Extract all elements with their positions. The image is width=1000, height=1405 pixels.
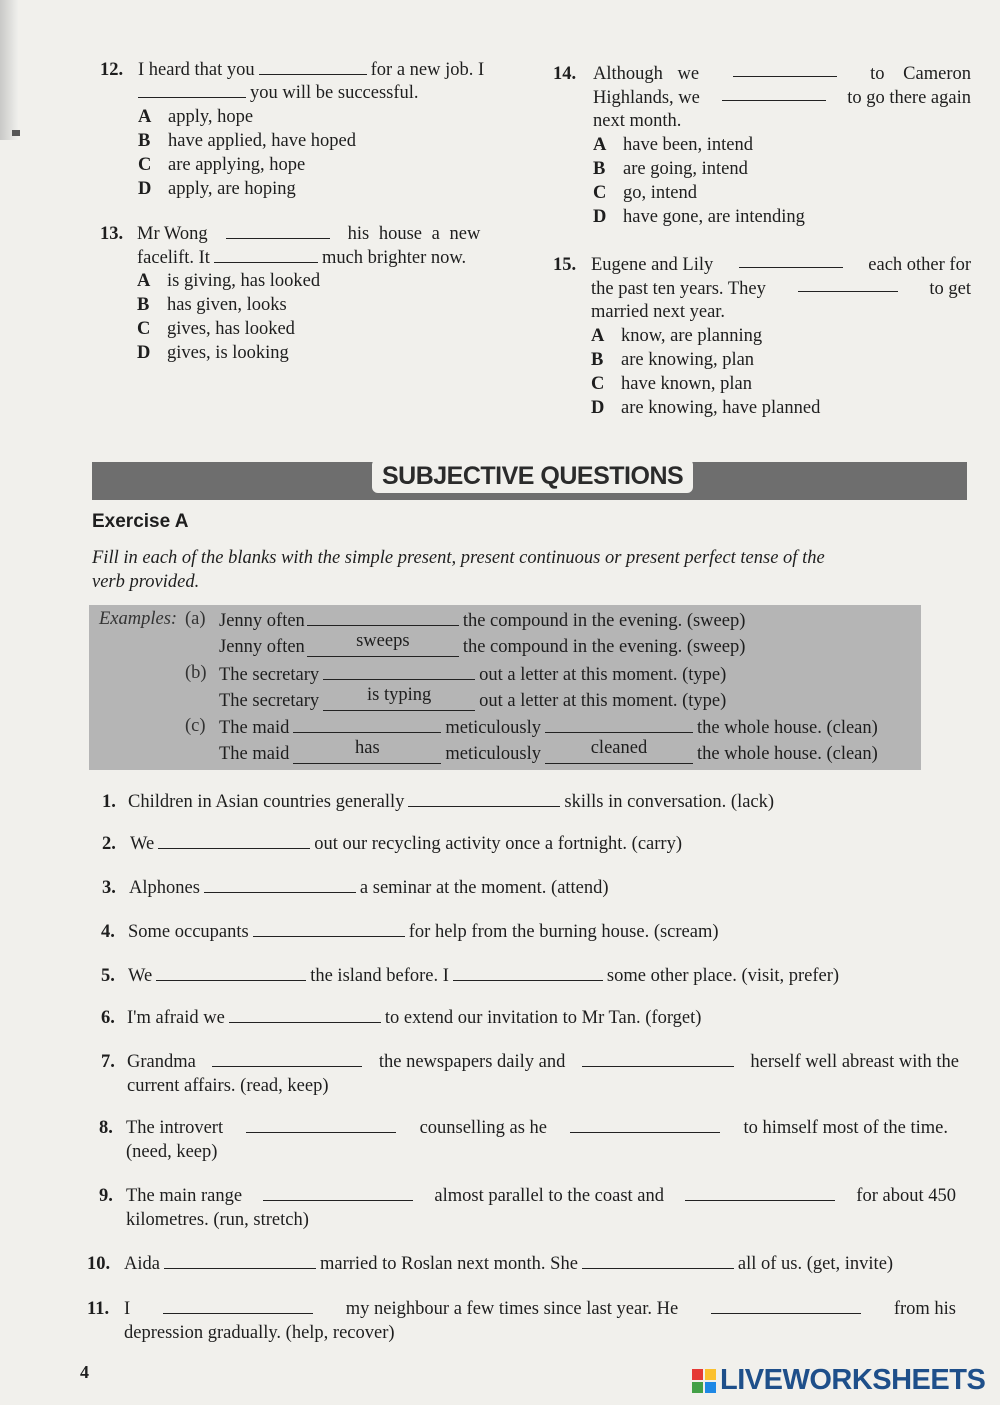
edge-mark	[12, 130, 20, 136]
subjective-question-8: 8. The introvert counselling as he to himself most of the time. (need, keep)	[99, 1118, 948, 1162]
mcq-question-13	[100, 222, 530, 372]
example-b2: The secretary is typing out a letter at this moment. (type)	[219, 685, 727, 711]
question-number: 5.	[101, 966, 115, 986]
exercise-title: Exercise A	[92, 511, 189, 532]
page-edge-shadow	[0, 0, 18, 140]
answer-blank[interactable]	[259, 60, 367, 75]
example-a1: Jenny often the compound in the evening. (sweep)	[219, 611, 746, 631]
answer-blank[interactable]	[253, 922, 405, 937]
liveworksheets-logo[interactable]	[692, 1364, 985, 1397]
question-number: 9.	[99, 1186, 113, 1206]
question-text: married next year.	[591, 302, 726, 322]
question-text: each other for	[868, 255, 971, 275]
question-number: 3.	[102, 878, 116, 898]
option-a[interactable]: A know, are planning	[591, 326, 763, 346]
option-d[interactable]: D gives, is looking	[137, 343, 289, 363]
example-label-c: (c)	[185, 716, 206, 736]
question-number: 11.	[87, 1299, 110, 1319]
option-c[interactable]: C gives, has looked	[137, 319, 295, 339]
question-text: much brighter now.	[321, 248, 467, 268]
answer-blank[interactable]	[156, 966, 306, 981]
question-text: for a new job. I	[370, 60, 485, 80]
answer-blank[interactable]	[263, 1186, 413, 1201]
question-number: 6.	[101, 1008, 115, 1028]
question-text: I heard that you	[138, 60, 255, 80]
question-text: his house a new	[347, 224, 481, 244]
question-text: the past ten years. They	[591, 279, 766, 299]
option-d[interactable]: D apply, are hoping	[138, 179, 296, 199]
option-a[interactable]: A apply, hope	[138, 107, 254, 127]
answer-blank[interactable]	[408, 792, 560, 807]
answer-blank[interactable]	[798, 277, 898, 292]
answer-blank[interactable]	[582, 1052, 734, 1067]
question-text: facelift. It	[137, 248, 210, 268]
answer-blank[interactable]	[229, 1008, 381, 1023]
question-text: next month.	[593, 111, 682, 131]
examples-box	[89, 605, 921, 770]
example-a2: Jenny often sweeps the compound in the evening. (sweep)	[219, 631, 746, 657]
subjective-question-2: 2. We out our recycling activity once a fortnight. (carry)	[102, 834, 682, 854]
subjective-question-10: 10. Aida married to Roslan next month. She all of us. (get, invite)	[87, 1254, 894, 1274]
option-c[interactable]: C have known, plan	[591, 374, 753, 394]
question-number: 15.	[553, 255, 577, 275]
example-label-b: (b)	[185, 663, 207, 683]
subjective-question-3: 3. Alphones a seminar at the moment. (attend)	[102, 878, 609, 898]
question-number: 14.	[553, 64, 577, 84]
subjective-question-7: 7. Grandma the newspapers daily and herself well abreast with the current affairs. (read, keep)	[101, 1052, 959, 1096]
option-b[interactable]: B has given, looks	[137, 295, 287, 315]
question-text: Eugene and Lily	[591, 255, 714, 275]
liveworksheets-logo-icon	[692, 1369, 716, 1393]
question-number: 10.	[87, 1254, 111, 1274]
question-text: to get	[929, 279, 971, 299]
answer-blank[interactable]	[214, 248, 318, 263]
question-number: 8.	[99, 1118, 113, 1138]
answer-blank[interactable]	[722, 86, 826, 101]
question-text: Highlands, we	[593, 88, 700, 108]
subjective-question-5: 5. We the island before. I some other place. (visit, prefer)	[101, 966, 840, 986]
instruction-text: Fill in each of the blanks with the simple present, present continuous or present perfect tense of the	[92, 548, 825, 568]
option-b[interactable]: B are going, intend	[593, 159, 748, 179]
answer-blank[interactable]	[733, 62, 837, 77]
answer-blank[interactable]	[711, 1299, 861, 1314]
option-a[interactable]: A have been, intend	[593, 135, 753, 155]
subjective-question-9: 9. The main range almost parallel to the coast and for about 450 kilometres. (run, stretch)	[99, 1186, 956, 1230]
answer-blank[interactable]	[226, 224, 330, 239]
option-c[interactable]: C are applying, hope	[138, 155, 306, 175]
mcq-question-15	[553, 253, 973, 423]
question-text: Although we	[593, 64, 700, 84]
question-text: you will be successful.	[250, 83, 419, 103]
option-b[interactable]: B are knowing, plan	[591, 350, 755, 370]
question-number: 2.	[102, 834, 116, 854]
answer-blank[interactable]	[158, 834, 310, 849]
answer-blank[interactable]	[453, 966, 603, 981]
example-c2: The maid has meticulously cleaned the whole house. (clean)	[219, 738, 878, 764]
option-d[interactable]: D are knowing, have planned	[591, 398, 821, 418]
question-number: 1.	[102, 792, 116, 812]
option-a[interactable]: A is giving, has looked	[137, 271, 321, 291]
question-text: Mr Wong	[137, 224, 208, 244]
question-number: 12.	[100, 60, 124, 80]
examples-label: Examples:	[99, 609, 178, 629]
question-text: to go there again	[847, 88, 971, 108]
question-text: to Cameron	[870, 64, 971, 84]
question-number: 4.	[101, 922, 115, 942]
question-number: 7.	[101, 1052, 115, 1072]
example-c1: The maid meticulously the whole house. (clean)	[219, 718, 878, 738]
answer-blank[interactable]	[204, 878, 356, 893]
subjective-question-11: 11. I my neighbour a few times since last year. He from his depression gradually. (help, recover)	[87, 1299, 956, 1343]
option-c[interactable]: C go, intend	[593, 183, 697, 203]
option-b[interactable]: B have applied, have hoped	[138, 131, 357, 151]
example-label-a: (a)	[185, 609, 206, 629]
page-number: 4	[80, 1362, 89, 1382]
section-title: SUBJECTIVE QUESTIONS	[372, 459, 693, 493]
brand-name: LIVEWORKSHEETS	[720, 1364, 986, 1396]
subjective-question-6: 6. I'm afraid we to extend our invitation to Mr Tan. (forget)	[101, 1008, 702, 1028]
answer-blank[interactable]	[164, 1254, 316, 1269]
answer-blank[interactable]	[212, 1052, 362, 1067]
question-number: 13.	[100, 224, 124, 244]
subjective-question-4: 4. Some occupants for help from the burning house. (scream)	[101, 922, 719, 942]
mcq-question-12	[100, 58, 530, 198]
option-d[interactable]: D have gone, are intending	[593, 207, 805, 227]
subjective-question-1: 1. Children in Asian countries generally skills in conversation. (lack)	[102, 792, 775, 812]
answer-blank[interactable]	[582, 1254, 734, 1269]
answer-blank[interactable]	[138, 83, 246, 98]
answer-blank[interactable]	[163, 1299, 313, 1314]
example-b1: The secretary out a letter at this moment. (type)	[219, 665, 727, 685]
answer-blank[interactable]	[739, 253, 843, 268]
answer-blank[interactable]	[246, 1118, 396, 1133]
instruction-text: verb provided.	[92, 572, 200, 592]
answer-blank[interactable]	[685, 1186, 835, 1201]
mcq-question-14	[553, 62, 973, 232]
answer-blank[interactable]	[570, 1118, 720, 1133]
